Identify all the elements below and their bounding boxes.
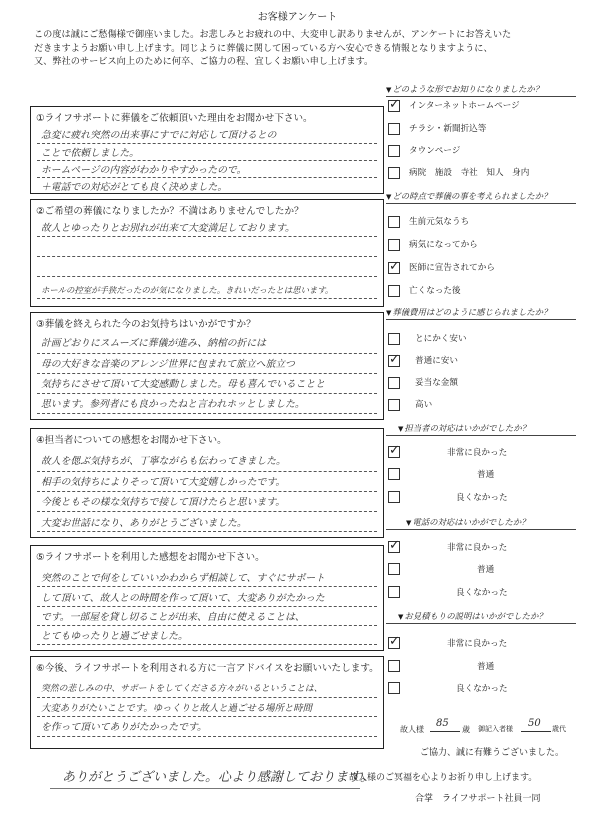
- checkbox-flyer[interactable]: [388, 123, 400, 135]
- question-4-heading: ④担当者についての感想をお聞かせ下さい。: [36, 435, 227, 446]
- checkbox-estimate-very-good[interactable]: [388, 637, 400, 649]
- answer-5-line-1[interactable]: 突然のことで何をしていいかわからず相談して、すぐにサポート: [41, 573, 325, 584]
- option-label: 良くなかった: [456, 493, 508, 503]
- option-label: 妥当な金額: [415, 378, 458, 388]
- checkbox-reasonably-cheap[interactable]: [388, 355, 400, 367]
- option-label: 普通: [477, 470, 495, 480]
- answer-5-line-4[interactable]: とてもゆったりと過ごせました。: [41, 631, 188, 642]
- option-label: 普通: [477, 565, 495, 575]
- side-q5-heading: ▼電話の対応はいかがでしたか？: [406, 517, 530, 527]
- checkbox-internet[interactable]: [388, 100, 400, 112]
- checkbox-after-illness[interactable]: [388, 239, 400, 251]
- question-3-heading: ③葬儀を終えられた今のお気持ちはいかがですか？: [36, 319, 256, 330]
- question-4-box: [30, 428, 384, 538]
- answer-3-line-1[interactable]: 計画どおりにスムーズに葬儀が進み、納棺の折には: [41, 338, 266, 349]
- checkbox-phone-average[interactable]: [388, 563, 400, 575]
- side-q3-heading: ▼葬儀費用はどのように感じられましたか？: [386, 307, 552, 317]
- side-q4-heading: ▼担当者の対応はいかがでしたか？: [398, 423, 531, 433]
- answer-6-line-3[interactable]: を作って頂いてありがたかったです。: [41, 722, 207, 733]
- option-label: 普通: [477, 662, 495, 672]
- option-label: 非常に良かった: [447, 639, 508, 649]
- option-label: 医師に宣告されてから: [409, 263, 495, 273]
- question-1-box: [30, 106, 384, 194]
- option-label: チラシ・新聞折込等: [409, 124, 487, 134]
- checkbox-referral[interactable]: [388, 167, 400, 179]
- checkbox-estimate-average[interactable]: [388, 660, 400, 672]
- question-6-heading: ⑥今後、ライフサポートを利用される方に一言アドバイスをお願いいたします。: [36, 663, 379, 674]
- question-6-box: [30, 656, 384, 749]
- option-label: 非常に良かった: [447, 543, 508, 553]
- intro-line: だきますようお願い申し上げます。同じように葬儀に関して困っている方へ安心できる情報となりますように、: [34, 42, 493, 54]
- handwritten-closing: ありがとうございました。心より感謝しております。: [62, 770, 373, 785]
- option-label: 非常に良かった: [447, 448, 508, 458]
- checkbox-phone-not-good[interactable]: [388, 586, 400, 598]
- answer-5-line-3[interactable]: です。一部屋を貸し切ることが出来、自由に使えることは、: [41, 612, 305, 623]
- side-q1-heading: ▼どのような形でお知りになりましたか？: [386, 84, 544, 94]
- checkbox-very-cheap[interactable]: [388, 333, 400, 345]
- answer-1-line-1[interactable]: 急変に疲れ突然の出来事にすでに対応して頂けるとの: [41, 130, 277, 141]
- option-label: 良くなかった: [456, 684, 508, 694]
- answer-2-line-1[interactable]: 故人とゆったりとお別れが出来て大変満足しております。: [41, 223, 295, 234]
- option-label: 普通に安い: [415, 356, 458, 366]
- answer-3-line-2[interactable]: 母の大好きな音楽のアレンジ世界に包まれて旅立へ旅立つ: [41, 359, 295, 370]
- side-q6-heading: ▼お見積もりの説明はいかがでしたか？: [398, 611, 547, 621]
- answer-4-line-4[interactable]: 大変お世話になり、ありがとうございました。: [41, 518, 247, 529]
- answer-1-line-3[interactable]: ホームページの内容がわかりやすかったので。: [41, 165, 247, 176]
- question-5-box: [30, 545, 384, 651]
- checkbox-after-diagnosis[interactable]: [388, 262, 400, 274]
- checkbox-townpage[interactable]: [388, 145, 400, 157]
- prayer-text: 故人様のご冥福を心よりお祈り申し上げます。: [349, 773, 538, 783]
- answer-6-line-1[interactable]: 突然の悲しみの中、サポートをしてくださる方々がいるということは、: [41, 684, 323, 694]
- answer-3-line-4[interactable]: 思います。参列者にも良かったねと言われホッとしました。: [41, 399, 305, 410]
- checkbox-staff-not-good[interactable]: [388, 491, 400, 503]
- question-1-heading: ①ライフサポートに葬儀をご依頼頂いた理由をお聞かせ下さい。: [36, 113, 313, 124]
- question-2-box: [30, 199, 384, 307]
- answer-1-line-2[interactable]: ことで依頼しました。: [41, 148, 139, 159]
- checkbox-staff-average[interactable]: [388, 468, 400, 480]
- checkbox-expensive[interactable]: [388, 399, 400, 411]
- checkbox-while-healthy[interactable]: [388, 216, 400, 228]
- answer-2-line-4[interactable]: ホールの控室が手狭だったのが気になりました。きれいだったとは思います。: [41, 285, 334, 295]
- thanks-text: ご協力、誠に有難うございました。: [420, 748, 565, 758]
- question-2-heading: ②ご希望の葬儀になりましたか？不満はありませんでしたか？: [36, 206, 304, 217]
- intro-line: 又、弊社のサービス向上のために何卒、ご協力の程、宜しくお願い申し上げます。: [34, 56, 374, 67]
- option-label: インターネットホームページ: [409, 101, 520, 111]
- intro-line: この度は誠にご愁傷様で御座いました。お悲しみとお疲れの中、大変申し訳ありませんが、アンケートにお答えいた: [34, 29, 512, 40]
- option-label: 良くなかった: [456, 588, 508, 598]
- option-label: 病気になってから: [409, 240, 478, 250]
- option-label: タウンページ: [409, 146, 461, 156]
- respondent-age-field[interactable]: 50: [528, 718, 541, 729]
- deceased-age-label: 故人様: [400, 725, 424, 734]
- checkbox-phone-very-good[interactable]: [388, 541, 400, 553]
- option-label: 病院 施設 寺社 知人 身内: [409, 168, 530, 178]
- option-label: 高い: [415, 400, 433, 410]
- answer-1-line-4[interactable]: ＋電話での対応がとても良く決めました。: [41, 182, 228, 193]
- side-q2-heading: ▼どの時点で葬儀の事を考えられましたか？: [386, 191, 552, 201]
- checkbox-fair-price[interactable]: [388, 377, 400, 389]
- question-5-heading: ⑤ライフサポートを利用した感想をお聞かせ下さい。: [36, 552, 265, 563]
- checkbox-estimate-not-good[interactable]: [388, 682, 400, 694]
- respondent-age-label: 御記入者様: [478, 725, 513, 733]
- answer-4-line-2[interactable]: 相手の気持ちによりそって頂いて大変嬉しかったです。: [41, 477, 286, 488]
- checkbox-after-death[interactable]: [388, 285, 400, 297]
- answer-4-line-3[interactable]: 今後ともその様な気持ちで接して頂けたらと思います。: [41, 497, 286, 508]
- respondent-age-unit: 歳代: [552, 725, 566, 733]
- deceased-age-field[interactable]: 85: [436, 718, 449, 729]
- checkbox-staff-very-good[interactable]: [388, 446, 400, 458]
- intro-text: [34, 28, 564, 69]
- answer-6-line-2[interactable]: 大変ありがたいことです。ゆっくりと故人と過ごせる場所と時間: [41, 703, 313, 714]
- option-label: とにかく安い: [415, 334, 467, 344]
- signature-text: 合掌 ライフサポート社員一同: [415, 794, 541, 804]
- option-label: 生前元気なうち: [409, 217, 470, 227]
- question-3-box: [30, 312, 384, 420]
- answer-5-line-2[interactable]: して頂いて、故人との時間を作って頂いて、大変ありがたかった: [41, 593, 325, 604]
- page-title: お客様アンケート: [257, 12, 338, 23]
- deceased-age-unit: 歳: [462, 725, 470, 734]
- answer-4-line-1[interactable]: 故人を偲ぶ気持ちが、丁寧ながらも伝わってきました。: [41, 456, 286, 467]
- option-label: 亡くなった後: [409, 286, 461, 296]
- answer-3-line-3[interactable]: 気持ちにさせて頂いて大変感動しました。母も喜んでいることと: [41, 379, 326, 390]
